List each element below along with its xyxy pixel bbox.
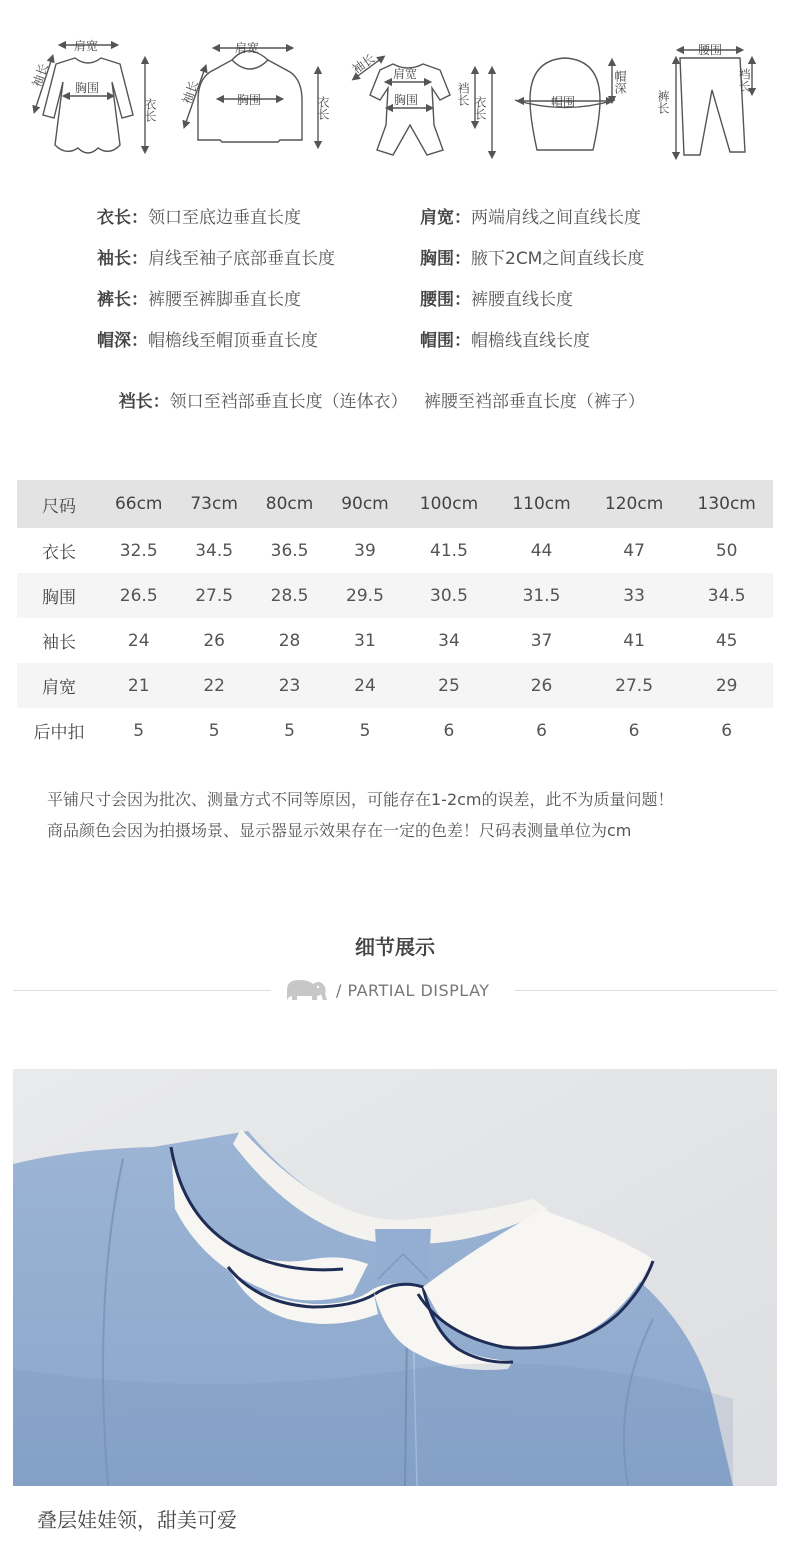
romper-icon	[355, 58, 492, 155]
table-header-cell: 80cm	[252, 480, 327, 528]
dress-sleeve-label: 袖长	[29, 61, 52, 90]
definition-term: 帽深：	[97, 331, 148, 351]
table-cell: 5	[208, 720, 220, 741]
table-cell: 34.5	[680, 573, 773, 618]
table-row	[17, 618, 773, 663]
table-row	[17, 573, 773, 618]
table-row	[17, 663, 773, 708]
collar-closeup-image	[13, 1069, 777, 1486]
table-header-cell: 130cm	[680, 480, 773, 528]
table-cell: 5	[284, 720, 295, 741]
definition-item	[97, 367, 645, 432]
table-cell: 23	[252, 663, 327, 708]
divider-right	[515, 990, 777, 991]
hat-depth-label: 帽深	[613, 70, 627, 94]
table-cell: 31.5	[495, 573, 588, 618]
definition-desc: 肩线至袖子底部垂直长度	[148, 249, 335, 269]
table-cell: 28	[278, 630, 301, 651]
table-cell: 33	[588, 573, 681, 618]
table-header-cell: 110cm	[495, 480, 588, 528]
table-header-cell: 66cm	[101, 480, 176, 528]
table-cell: 39	[354, 540, 376, 561]
hoodie-chest-label: 胸围	[237, 93, 262, 107]
table-header-cell: 120cm	[588, 480, 681, 528]
table-row-label: 袖长	[42, 633, 76, 653]
table-row-label: 后中扣	[33, 723, 85, 743]
table-cell: 25	[403, 663, 496, 708]
table-cell: 26.5	[101, 573, 176, 618]
romper-length-label: 衣长	[473, 96, 487, 120]
table-cell: 5	[359, 720, 371, 741]
hoodie-shoulder-label: 肩宽	[235, 41, 260, 55]
dress-shoulder-label: 肩宽	[74, 39, 99, 53]
product-detail-photo	[13, 1069, 777, 1486]
table-cell: 24	[327, 663, 402, 708]
table-cell: 6	[536, 720, 547, 741]
table-cell: 29	[680, 663, 773, 708]
table-cell: 41	[623, 630, 645, 651]
definition-item	[97, 203, 301, 228]
table-row	[17, 528, 773, 573]
definition-item	[420, 285, 573, 310]
table-header-cell: 100cm	[403, 480, 496, 528]
pants-crotch-label: 裆长	[737, 68, 751, 92]
table-cell: 6	[443, 720, 455, 741]
table-cell: 26	[203, 630, 225, 651]
table-row-label: 胸围	[17, 573, 101, 618]
table-cell: 41.5	[430, 540, 468, 561]
table-cell: 6	[721, 720, 733, 741]
hoodie-sleeve-label: 袖长	[179, 78, 202, 107]
table-row-label: 肩宽	[17, 663, 101, 708]
divider-left	[13, 990, 271, 991]
definition-term: 裆长：	[118, 392, 170, 412]
romper-chest-label: 胸围	[394, 93, 419, 107]
definition-desc: 帽檐线至帽顶垂直长度	[148, 331, 318, 351]
definition-desc: 领口至底边垂直长度	[148, 208, 301, 228]
definition-desc: 领口至裆部垂直长度（连体衣） 裤腰至裆部垂直长度（裤子）	[169, 392, 645, 412]
table-cell: 36.5	[270, 540, 309, 561]
definition-item	[97, 285, 301, 310]
table-cell: 27.5	[588, 663, 681, 708]
dress-chest-label: 胸围	[75, 81, 100, 95]
pants-waist-label: 腰围	[698, 43, 723, 57]
definition-desc: 裤腰至裤脚垂直长度	[148, 290, 301, 310]
definition-item	[97, 244, 335, 269]
table-cell: 22	[176, 663, 251, 708]
table-cell: 6	[628, 720, 640, 741]
dress-icon	[35, 45, 145, 153]
table-cell: 5	[133, 720, 145, 741]
table-cell: 26	[495, 663, 588, 708]
table-cell: 31	[354, 630, 376, 651]
definition-term: 帽围：	[420, 331, 471, 351]
definition-item	[420, 244, 644, 269]
table-cell: 28.5	[252, 573, 327, 618]
table-cell: 45	[715, 630, 738, 651]
definition-item	[97, 326, 318, 351]
romper-crotch-label: 裆长	[456, 82, 470, 106]
table-row-label: 衣长	[42, 543, 76, 563]
pants-length-label: 裤长	[656, 90, 670, 114]
elephant-icon	[283, 976, 329, 1004]
definition-item	[420, 203, 641, 228]
table-cell: 27.5	[176, 573, 251, 618]
detail-section-title: 细节展示	[355, 935, 435, 959]
romper-shoulder-label: 肩宽	[393, 67, 418, 81]
table-row	[17, 708, 773, 753]
definition-term: 肩宽：	[420, 208, 471, 228]
table-header-cell: 尺码	[17, 480, 101, 528]
garment-icons	[0, 0, 790, 175]
definition-desc: 裤腰直线长度	[471, 290, 573, 310]
definition-desc: 帽檐线直线长度	[471, 331, 590, 351]
table-cell: 32.5	[119, 540, 158, 561]
hoodie-length-label: 衣长	[316, 96, 330, 120]
detail-caption: 叠层娃娃领，甜美可爱	[37, 1508, 237, 1532]
table-cell: 21	[101, 663, 176, 708]
dress-length-label: 衣长	[143, 98, 157, 122]
detail-section-subtitle: / PARTIAL DISPLAY	[336, 981, 490, 1000]
definition-item	[420, 326, 590, 351]
definition-term: 胸围：	[420, 249, 471, 269]
table-cell: 44	[530, 540, 553, 561]
definition-term: 衣长：	[97, 208, 148, 228]
table-cell: 47	[623, 540, 645, 561]
definition-desc: 两端肩线之间直线长度	[471, 208, 641, 228]
definition-term: 裤长：	[97, 290, 148, 310]
table-cell: 24	[127, 630, 150, 651]
definition-term: 腰围：	[420, 290, 471, 310]
definition-term: 袖长：	[97, 249, 148, 269]
romper-sleeve-label: 袖长	[349, 51, 378, 77]
definition-desc: 腋下2CM之间直线长度	[471, 249, 645, 269]
table-cell: 30.5	[403, 573, 496, 618]
table-cell: 29.5	[327, 573, 402, 618]
pants-icon	[676, 50, 752, 156]
size-table	[17, 480, 773, 753]
hat-circ-label: 帽围	[551, 95, 576, 109]
table-cell: 34.5	[195, 540, 234, 561]
table-header-row	[17, 480, 773, 528]
table-header-cell: 73cm	[176, 480, 251, 528]
table-header-cell: 90cm	[327, 480, 402, 528]
table-cell: 34	[438, 630, 460, 651]
table-cell: 37	[530, 630, 553, 651]
table-cell: 50	[715, 540, 738, 561]
measurement-diagrams	[0, 0, 790, 175]
color-note: 商品颜色会因为拍摄场景、显示器显示效果存在一定的色差！尺码表测量单位为cm	[47, 821, 632, 840]
measurement-note: 平铺尺寸会因为批次、测量方式不同等原因，可能存在1-2cm的误差，此不为质量问题！	[47, 790, 674, 809]
